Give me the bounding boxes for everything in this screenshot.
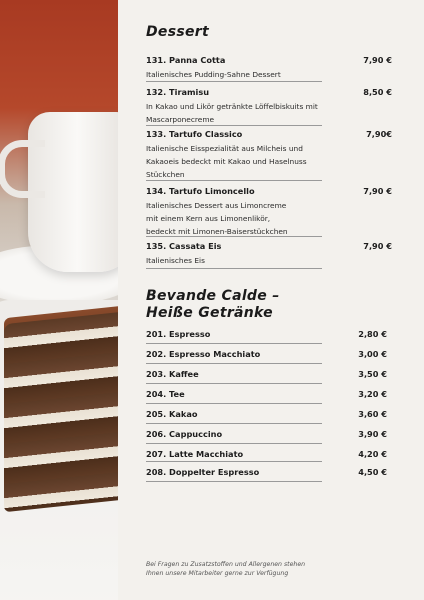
item-description — [146, 254, 341, 267]
divider — [146, 268, 322, 269]
divider — [146, 343, 322, 344]
drink-item — [146, 389, 387, 399]
menu-panel — [118, 0, 424, 600]
item-price: 3,00 € — [358, 349, 387, 359]
item-price: 7,90 € — [363, 186, 392, 196]
item-price: 7,90 € — [363, 241, 392, 251]
item-description — [146, 100, 341, 126]
item-name: 207. Latte Macchiato — [146, 449, 244, 459]
item-name: 202. Espresso Macchiato — [146, 349, 261, 359]
item-name: 204. Tee — [146, 389, 185, 399]
description-line: Stückchen — [146, 170, 185, 179]
item-name: 133. Tartufo Classico — [146, 129, 243, 139]
description-line: In Kakao und Likör getränkte Löffelbiskuits mit — [146, 102, 318, 111]
divider — [146, 383, 322, 384]
drinks-title — [146, 288, 280, 322]
menu-item — [146, 55, 392, 81]
dessert-photo — [0, 0, 118, 600]
item-name: 135. Cassata Eis — [146, 241, 222, 251]
item-description — [146, 199, 341, 238]
drinks-title-line: Bevande Calde – — [146, 288, 280, 304]
item-price: 4,50 € — [358, 467, 387, 477]
item-price: 2,80 € — [358, 329, 387, 339]
divider — [146, 125, 322, 126]
drink-item — [146, 409, 387, 419]
item-price: 3,60 € — [358, 409, 387, 419]
drink-item — [146, 449, 387, 459]
item-name: 203. Kaffee — [146, 369, 199, 379]
item-price: 3,20 € — [358, 389, 387, 399]
item-name: 208. Doppelter Espresso — [146, 467, 260, 477]
item-name: 205. Kakao — [146, 409, 198, 419]
item-price: 8,50 € — [363, 87, 392, 97]
item-price: 3,90 € — [358, 429, 387, 439]
description-line: Mascarponecreme — [146, 115, 215, 124]
allergen-note — [146, 560, 356, 578]
dessert-title: Dessert — [146, 24, 209, 40]
description-line: bedeckt mit Limonen-Baiserstückchen — [146, 227, 288, 236]
drink-item — [146, 329, 387, 339]
description-line: Italienisches Dessert aus Limoncreme — [146, 201, 287, 210]
footer-line: Bei Fragen zu Zusatzstoffen und Allergenen stehen — [146, 561, 306, 568]
drink-item — [146, 349, 387, 359]
drink-item — [146, 467, 387, 477]
item-price: 7,90€ — [366, 129, 392, 139]
tiramisu-slice — [4, 312, 118, 512]
divider — [146, 423, 322, 424]
description-line: Italienisches Pudding-Sahne Dessert — [146, 70, 281, 79]
menu-item — [146, 186, 392, 238]
drink-item — [146, 429, 387, 439]
item-name: 134. Tartufo Limoncello — [146, 186, 255, 196]
item-name: 132. Tiramisu — [146, 87, 210, 97]
description-line: Kakaoeis bedeckt mit Kakao und Haselnuss — [146, 157, 307, 166]
menu-item — [146, 87, 392, 126]
divider — [146, 363, 322, 364]
item-description — [146, 142, 341, 181]
divider — [146, 236, 322, 237]
description-line: Italienisches Eis — [146, 256, 205, 265]
item-name: 206. Cappuccino — [146, 429, 223, 439]
divider — [146, 443, 322, 444]
item-name: 131. Panna Cotta — [146, 55, 226, 65]
drinks-title-line: Heiße Getränke — [146, 305, 273, 321]
item-description — [146, 68, 341, 81]
description-line: mit einem Kern aus Limonenlikör, — [146, 214, 271, 223]
menu-item — [146, 241, 392, 267]
item-price: 3,50 € — [358, 369, 387, 379]
item-name: 201. Espresso — [146, 329, 211, 339]
divider — [146, 461, 322, 462]
item-price: 4,20 € — [358, 449, 387, 459]
divider — [146, 81, 322, 82]
divider — [146, 403, 322, 404]
footer-line: Ihnen unsere Mitarbeiter gerne zur Verfügung — [146, 570, 289, 577]
cup-handle — [0, 140, 45, 198]
divider — [146, 180, 322, 181]
divider — [146, 481, 322, 482]
item-price: 7,90 € — [363, 55, 392, 65]
menu-item — [146, 129, 392, 181]
description-line: Italienische Eisspezialität aus Milcheis und — [146, 144, 303, 153]
drink-item — [146, 369, 387, 379]
